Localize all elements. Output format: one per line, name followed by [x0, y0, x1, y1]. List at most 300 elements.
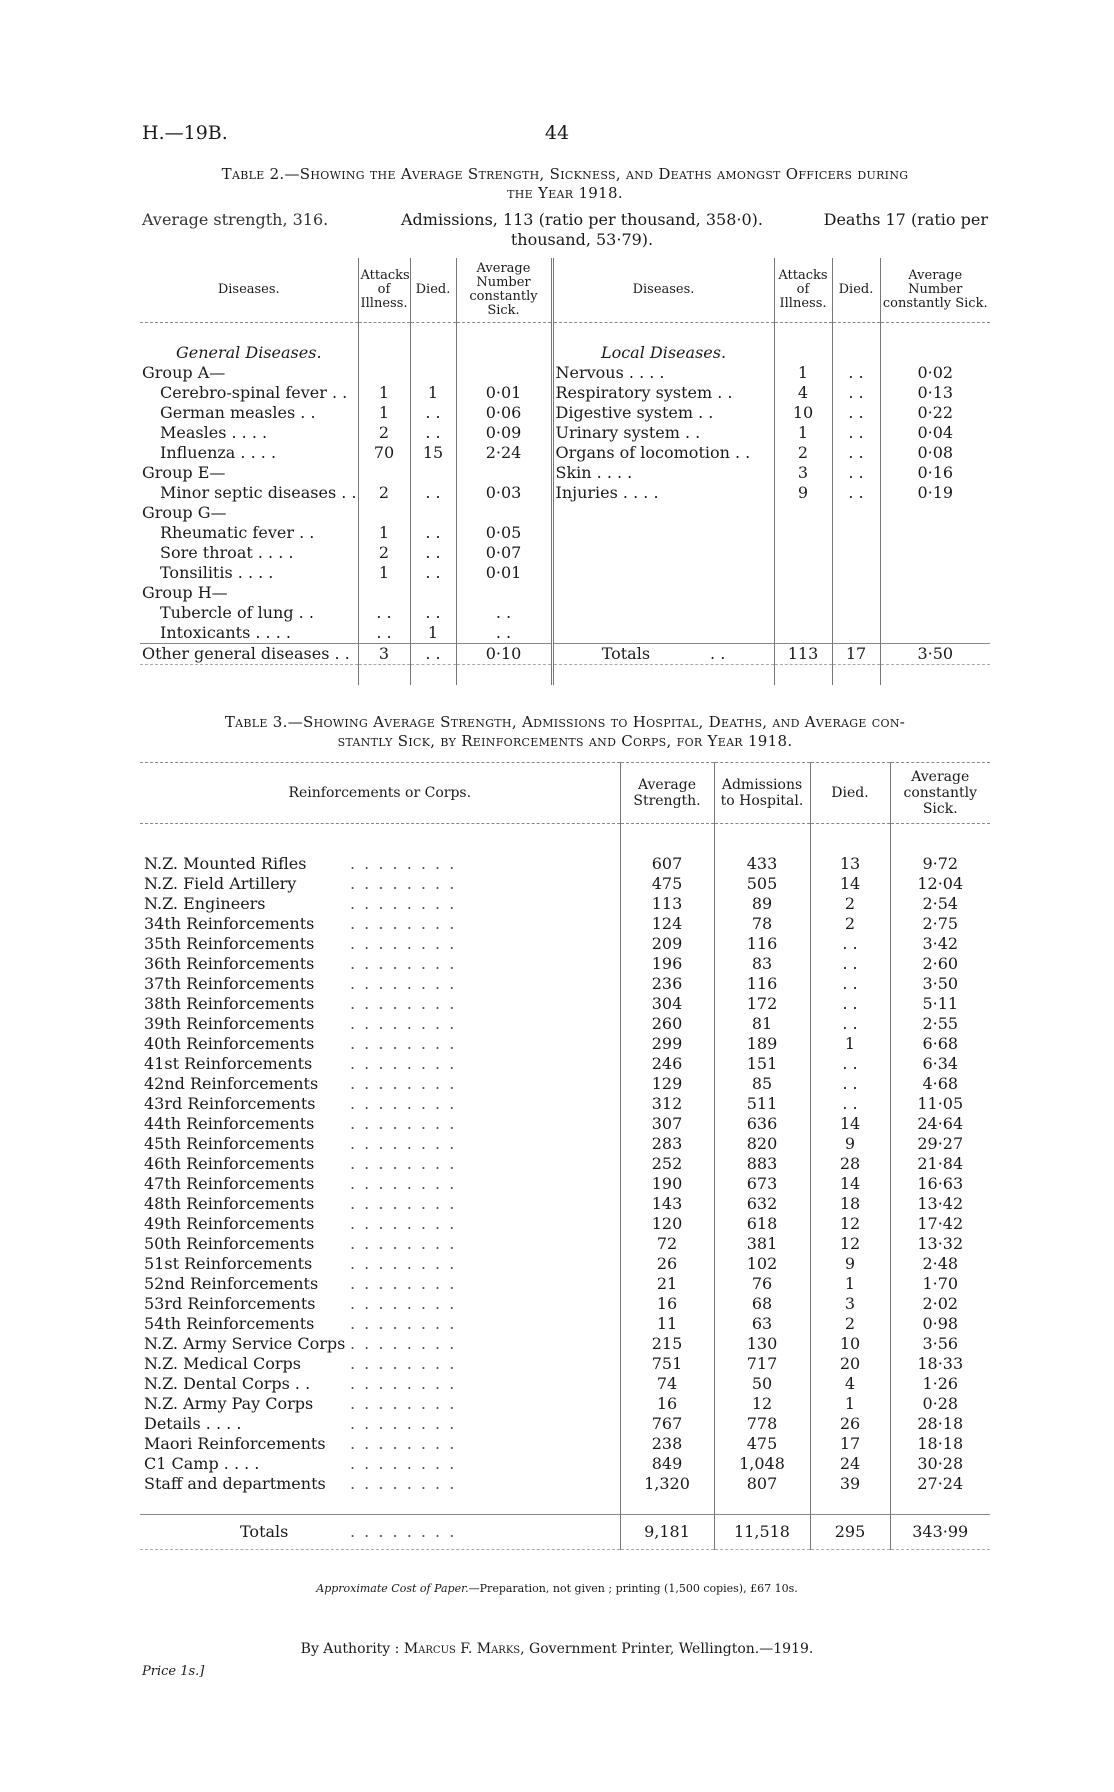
table2-totals: [140, 665, 990, 686]
empty-cell: [832, 563, 880, 583]
table3-row: [140, 1374, 990, 1394]
local-disease-name: Injuries . . . .: [552, 483, 774, 503]
table2-row: [140, 523, 990, 543]
corps-constantly-sick: 2·75: [890, 914, 990, 934]
corps-strength: 190: [620, 1174, 714, 1194]
empty-cell: [832, 503, 880, 523]
general-disease-died: 15: [410, 443, 456, 463]
local-disease-died: . .: [832, 363, 880, 383]
corps-constantly-sick: 13·32: [890, 1234, 990, 1254]
totals-label: Totals: [240, 1522, 289, 1541]
corps-constantly-sick: 0·28: [890, 1394, 990, 1414]
empty-cell: [774, 503, 832, 523]
local-disease-attacks: 1: [774, 363, 832, 383]
local-diseases-title: Local Diseases.: [552, 343, 774, 363]
corps-strength: 215: [620, 1334, 714, 1354]
leader-dots: . . . . . . . .: [350, 974, 457, 993]
corps-died: 2: [810, 894, 890, 914]
corps-name: N.Z. Field Artillery: [144, 874, 297, 893]
leader-dots: . . . . . . . .: [350, 874, 457, 893]
corps-died: 10: [810, 1334, 890, 1354]
corps-constantly-sick: 3·50: [890, 974, 990, 994]
totals-dots: . . . . . . . .: [350, 1522, 457, 1541]
empty-cell: [880, 523, 990, 543]
general-disease-average: [456, 583, 552, 603]
table3-row: [140, 1094, 990, 1114]
corps-constantly-sick: 3·56: [890, 1334, 990, 1354]
general-disease-name: Group H—: [142, 583, 228, 602]
table3-row: [140, 1434, 990, 1454]
empty-cell: [774, 563, 832, 583]
leader-dots: . . . . . . . .: [350, 1154, 457, 1173]
corps-died: . .: [810, 1074, 890, 1094]
general-disease-died: [410, 503, 456, 523]
general-disease-attacks: [358, 463, 410, 483]
leader-dots: . . . . . . . .: [350, 1014, 457, 1033]
table3-row: [140, 1294, 990, 1314]
general-disease-attacks: 70: [358, 443, 410, 463]
general-disease-died: . .: [410, 483, 456, 503]
general-disease-died: . .: [410, 523, 456, 543]
corps-name-cell: [140, 1414, 620, 1434]
summary-admissions-line1: Admissions, 113 (ratio per thousand, 358·0).: [401, 210, 763, 229]
leader-dots: . . . . . . . .: [350, 1234, 457, 1253]
corps-constantly-sick: 16·63: [890, 1174, 990, 1194]
table3-row: [140, 1074, 990, 1094]
table3-row: [140, 1054, 990, 1074]
leader-dots: . . . . . . . .: [350, 1054, 457, 1073]
general-disease-average: 0·10: [456, 644, 552, 665]
corps-strength: 72: [620, 1234, 714, 1254]
corps-died: 26: [810, 1414, 890, 1434]
leader-dots: . . . . . . . .: [350, 1094, 457, 1113]
corps-name-cell: [140, 1194, 620, 1214]
general-disease-average: 2·24: [456, 443, 552, 463]
leader-dots: . . . . . . . .: [350, 1214, 457, 1233]
corps-name: 54th Reinforcements: [144, 1314, 315, 1333]
corps-admissions: 433: [714, 854, 810, 874]
printer-name: Marcus F. Marks,: [403, 1641, 525, 1657]
paper-cost-text: —Preparation, not given ; printing (1,500 copies), £67 10s.: [468, 1582, 798, 1595]
general-disease-average: . .: [456, 603, 552, 623]
empty-cell: [552, 603, 774, 623]
corps-died: 12: [810, 1234, 890, 1254]
corps-died: . .: [810, 1094, 890, 1114]
table2-totals-text: Totals: [601, 644, 651, 663]
table3-row: [140, 1014, 990, 1034]
table2-row: [140, 644, 990, 665]
local-disease-average: 0·02: [880, 363, 990, 383]
corps-constantly-sick: 1·70: [890, 1274, 990, 1294]
general-disease-attacks: 2: [358, 483, 410, 503]
corps-name: 44th Reinforcements: [144, 1114, 315, 1133]
table3: [140, 762, 990, 1550]
general-disease-attacks: 3: [358, 644, 410, 665]
corps-name-cell: [140, 974, 620, 994]
empty-cell: [552, 503, 774, 523]
col-died-left: Died.: [410, 258, 456, 323]
corps-admissions: 12: [714, 1394, 810, 1414]
leader-dots: . . . . . . . .: [350, 854, 457, 873]
corps-constantly-sick: 2·48: [890, 1254, 990, 1274]
leader-dots: . . . . . . . .: [350, 1474, 457, 1493]
general-disease-died: 1: [410, 383, 456, 403]
empty-cell: [552, 623, 774, 644]
table2-body: [140, 323, 990, 665]
page-number: 44: [544, 122, 570, 144]
general-disease-attacks: . .: [358, 623, 410, 644]
corps-name: 45th Reinforcements: [144, 1134, 315, 1153]
table2-totals-died: 17: [832, 644, 880, 665]
table2-row: [140, 603, 990, 623]
table2-caption: [142, 165, 988, 203]
corps-admissions: 81: [714, 1014, 810, 1034]
corps-name-cell: [140, 1234, 620, 1254]
leader-dots: . . . . . . . .: [350, 1074, 457, 1093]
corps-name: Details . . . .: [144, 1414, 242, 1433]
corps-died: 2: [810, 914, 890, 934]
document-reference: H.—19B.: [142, 122, 228, 144]
general-disease-average: 0·09: [456, 423, 552, 443]
corps-name: N.Z. Army Pay Corps: [144, 1394, 314, 1413]
general-disease-died: . .: [410, 563, 456, 583]
leader-dots: . . . . . . . .: [350, 1314, 457, 1333]
table3-row: [140, 1214, 990, 1234]
corps-constantly-sick: 11·05: [890, 1094, 990, 1114]
table2-row: [140, 443, 990, 463]
corps-name-cell: [140, 1114, 620, 1134]
leader-dots: . . . . . . . .: [350, 1294, 457, 1313]
leader-dots: . . . . . . . .: [350, 1394, 457, 1413]
general-disease-average: 0·07: [456, 543, 552, 563]
corps-name-cell: [140, 954, 620, 974]
table3-row: [140, 1414, 990, 1434]
corps-constantly-sick: 12·04: [890, 874, 990, 894]
general-disease-average: 0·06: [456, 403, 552, 423]
local-disease-died: . .: [832, 483, 880, 503]
corps-name-cell: [140, 1154, 620, 1174]
local-disease-died: . .: [832, 403, 880, 423]
corps-died: . .: [810, 974, 890, 994]
corps-strength: 283: [620, 1134, 714, 1154]
empty-cell: [552, 583, 774, 603]
corps-strength: 209: [620, 934, 714, 954]
corps-admissions: 636: [714, 1114, 810, 1134]
corps-died: . .: [810, 994, 890, 1014]
corps-admissions: 632: [714, 1194, 810, 1214]
general-disease-average: 0·05: [456, 523, 552, 543]
corps-admissions: 505: [714, 874, 810, 894]
corps-constantly-sick: 21·84: [890, 1154, 990, 1174]
general-disease-name: Intoxicants . . . .: [160, 623, 291, 642]
corps-name-cell: [140, 1474, 620, 1494]
table2-row: [140, 563, 990, 583]
corps-name-cell: [140, 1074, 620, 1094]
corps-admissions: 381: [714, 1234, 810, 1254]
corps-strength: 124: [620, 914, 714, 934]
corps-name: 52nd Reinforcements: [144, 1274, 319, 1293]
general-disease-name: Sore throat . . . .: [160, 543, 294, 562]
summary-admissions: [372, 210, 792, 250]
general-disease-average: 0·01: [456, 383, 552, 403]
leader-dots: . . . . . . . .: [350, 994, 457, 1013]
local-disease-name: Skin . . . .: [552, 463, 774, 483]
empty-cell: [552, 543, 774, 563]
corps-name: 35th Reinforcements: [144, 934, 315, 953]
col-average-right: Average Number constantly Sick.: [880, 258, 990, 323]
local-disease-average: 0·19: [880, 483, 990, 503]
corps-constantly-sick: 6·68: [890, 1034, 990, 1054]
corps-name: 46th Reinforcements: [144, 1154, 315, 1173]
corps-name: 37th Reinforcements: [144, 974, 315, 993]
corps-died: . .: [810, 954, 890, 974]
local-disease-attacks: 9: [774, 483, 832, 503]
corps-constantly-sick: 5·11: [890, 994, 990, 1014]
corps-died: 39: [810, 1474, 890, 1494]
table2-row: [140, 583, 990, 603]
corps-died: 9: [810, 1254, 890, 1274]
corps-strength: 246: [620, 1054, 714, 1074]
leader-dots: . . . . . . . .: [350, 954, 457, 973]
corps-died: 20: [810, 1354, 890, 1374]
corps-died: 1: [810, 1394, 890, 1414]
table2: [140, 258, 990, 685]
col-strength: Average Strength.: [620, 763, 714, 824]
general-disease-average: . .: [456, 623, 552, 644]
corps-name-cell: [140, 894, 620, 914]
corps-name: 51st Reinforcements: [144, 1254, 313, 1273]
table3-row: [140, 934, 990, 954]
local-disease-died: . .: [832, 423, 880, 443]
local-disease-attacks: 1: [774, 423, 832, 443]
table2-row: [140, 423, 990, 443]
corps-died: . .: [810, 934, 890, 954]
corps-strength: 21: [620, 1274, 714, 1294]
leader-dots: . . . . . . . .: [350, 1274, 457, 1293]
table3-row: [140, 1134, 990, 1154]
corps-constantly-sick: 2·54: [890, 894, 990, 914]
leader-dots: . . . . . . . .: [350, 1194, 457, 1213]
general-disease-attacks: 1: [358, 403, 410, 423]
local-disease-died: . .: [832, 443, 880, 463]
corps-name: N.Z. Dental Corps . .: [144, 1374, 311, 1393]
local-disease-name: Organs of locomotion . .: [552, 443, 774, 463]
corps-name-cell: [140, 994, 620, 1014]
corps-name-cell: [140, 914, 620, 934]
table2-row: [140, 363, 990, 383]
table3-row: [140, 894, 990, 914]
table3-row: [140, 854, 990, 874]
corps-name-cell: [140, 1014, 620, 1034]
table3-row: [140, 1454, 990, 1474]
corps-constantly-sick: 3·42: [890, 934, 990, 954]
corps-constantly-sick: 17·42: [890, 1214, 990, 1234]
corps-strength: 11: [620, 1314, 714, 1334]
corps-name: 39th Reinforcements: [144, 1014, 315, 1033]
corps-constantly-sick: 28·18: [890, 1414, 990, 1434]
table3-row: [140, 1254, 990, 1274]
corps-name: Staff and departments: [144, 1474, 326, 1493]
general-disease-attacks: [358, 503, 410, 523]
corps-name: 36th Reinforcements: [144, 954, 315, 973]
table3-row: [140, 1334, 990, 1354]
corps-admissions: 151: [714, 1054, 810, 1074]
corps-strength: 849: [620, 1454, 714, 1474]
leader-dots: . . . . . . . .: [350, 1174, 457, 1193]
summary-admissions-line2: thousand, 53·79).: [510, 230, 654, 249]
table3-row: [140, 1474, 990, 1494]
col-average-left: Average Number constantly Sick.: [456, 258, 552, 323]
col-diseases-right: Diseases.: [552, 258, 774, 323]
table3-row: [140, 994, 990, 1014]
corps-name-cell: [140, 1094, 620, 1114]
general-disease-died: 1: [410, 623, 456, 644]
local-disease-average: 0·22: [880, 403, 990, 423]
corps-died: 12: [810, 1214, 890, 1234]
general-disease-name: Tubercle of lung . .: [160, 603, 314, 622]
corps-name-cell: [140, 1394, 620, 1414]
corps-strength: 129: [620, 1074, 714, 1094]
leader-dots: . . . . . . . .: [350, 1414, 457, 1433]
corps-constantly-sick: 24·64: [890, 1114, 990, 1134]
corps-admissions: 717: [714, 1354, 810, 1374]
table2-caption-line1: Table 2.—Showing the Average Strength, Sickness, and Deaths amongst Officers during: [221, 165, 909, 183]
paper-cost-label: Approximate Cost of Paper.: [316, 1582, 469, 1595]
corps-died: 2: [810, 1314, 890, 1334]
local-disease-attacks: 2: [774, 443, 832, 463]
corps-constantly-sick: 2·55: [890, 1014, 990, 1034]
summary-average-strength: Average strength, 316.: [142, 210, 329, 229]
table3-header: [140, 763, 990, 824]
corps-strength: 607: [620, 854, 714, 874]
table3-row: [140, 1394, 990, 1414]
empty-cell: [552, 563, 774, 583]
corps-strength: 1,320: [620, 1474, 714, 1494]
corps-name: 50th Reinforcements: [144, 1234, 315, 1253]
corps-admissions: 820: [714, 1134, 810, 1154]
empty-cell: [774, 603, 832, 623]
empty-cell: [880, 583, 990, 603]
empty-cell: [774, 543, 832, 563]
corps-died: 28: [810, 1154, 890, 1174]
col-constantly-sick: Average constantly Sick.: [890, 763, 990, 824]
table3-caption-line2: stantly Sick, by Reinforcements and Corps, for Year 1918.: [337, 732, 793, 750]
empty-cell: [774, 583, 832, 603]
corps-name: N.Z. Mounted Rifles: [144, 854, 307, 873]
corps-name: 41st Reinforcements: [144, 1054, 313, 1073]
corps-died: 4: [810, 1374, 890, 1394]
leader-dots: . . . . . . . .: [350, 1334, 457, 1353]
corps-name: 49th Reinforcements: [144, 1214, 315, 1233]
local-disease-average: 0·08: [880, 443, 990, 463]
corps-name-cell: [140, 1274, 620, 1294]
general-disease-died: . .: [410, 543, 456, 563]
corps-admissions: 618: [714, 1214, 810, 1234]
table3-totals: [140, 1494, 990, 1550]
table2-row: [140, 483, 990, 503]
empty-cell: [832, 603, 880, 623]
corps-name: 47th Reinforcements: [144, 1174, 315, 1193]
corps-constantly-sick: 13·42: [890, 1194, 990, 1214]
local-disease-name: Nervous . . . .: [552, 363, 774, 383]
general-disease-attacks: [358, 583, 410, 603]
general-disease-attacks: 2: [358, 543, 410, 563]
corps-name-cell: [140, 1034, 620, 1054]
general-disease-died: [410, 463, 456, 483]
corps-died: 9: [810, 1134, 890, 1154]
empty-cell: [832, 543, 880, 563]
general-disease-average: [456, 503, 552, 523]
local-disease-name: Digestive system . .: [552, 403, 774, 423]
corps-strength: 767: [620, 1414, 714, 1434]
totals-sick: 343·99: [890, 1515, 990, 1550]
totals-strength: 9,181: [620, 1515, 714, 1550]
table2-caption-line2: the Year 1918.: [507, 184, 623, 202]
general-disease-name: Cerebro-spinal fever . .: [160, 383, 348, 402]
corps-admissions: 116: [714, 974, 810, 994]
corps-constantly-sick: 27·24: [890, 1474, 990, 1494]
general-disease-died: [410, 583, 456, 603]
table3-row: [140, 954, 990, 974]
table2-totals-attacks: 113: [774, 644, 832, 665]
leader-dots: . . . . . . . .: [350, 1134, 457, 1153]
corps-admissions: 76: [714, 1274, 810, 1294]
corps-name-cell: [140, 1214, 620, 1234]
general-disease-attacks: 1: [358, 383, 410, 403]
corps-constantly-sick: 4·68: [890, 1074, 990, 1094]
general-disease-name: Minor septic diseases . .: [160, 483, 357, 502]
corps-admissions: 511: [714, 1094, 810, 1114]
corps-strength: 74: [620, 1374, 714, 1394]
corps-name-cell: [140, 874, 620, 894]
authority-rest: Government Printer, Wellington.—1919.: [529, 1641, 814, 1657]
table3-row: [140, 874, 990, 894]
corps-constantly-sick: 2·60: [890, 954, 990, 974]
table3-row: [140, 914, 990, 934]
table3-row: [140, 1174, 990, 1194]
empty-cell: [774, 523, 832, 543]
table2-row: [140, 503, 990, 523]
table2-totals-dots: . .: [710, 644, 726, 663]
table2-row: [140, 383, 990, 403]
corps-admissions: 475: [714, 1434, 810, 1454]
paper-cost-note: [0, 1582, 1114, 1595]
corps-admissions: 1,048: [714, 1454, 810, 1474]
local-disease-died: . .: [832, 463, 880, 483]
empty-cell: [880, 623, 990, 644]
totals-died: 295: [810, 1515, 890, 1550]
corps-admissions: 883: [714, 1154, 810, 1174]
corps-died: 3: [810, 1294, 890, 1314]
corps-constantly-sick: 1·26: [890, 1374, 990, 1394]
corps-died: 17: [810, 1434, 890, 1454]
corps-died: 14: [810, 1174, 890, 1194]
leader-dots: . . . . . . . .: [350, 1034, 457, 1053]
corps-name: 40th Reinforcements: [144, 1034, 315, 1053]
general-disease-average: [456, 463, 552, 483]
general-disease-name: Group E—: [142, 463, 226, 482]
table3-row: [140, 1354, 990, 1374]
table2-header: [140, 258, 990, 323]
corps-admissions: 778: [714, 1414, 810, 1434]
corps-name-cell: [140, 1434, 620, 1454]
table3-caption: [142, 713, 988, 751]
corps-strength: 143: [620, 1194, 714, 1214]
corps-name-cell: [140, 1354, 620, 1374]
table3-row: [140, 1274, 990, 1294]
corps-died: . .: [810, 1014, 890, 1034]
general-disease-died: . .: [410, 423, 456, 443]
